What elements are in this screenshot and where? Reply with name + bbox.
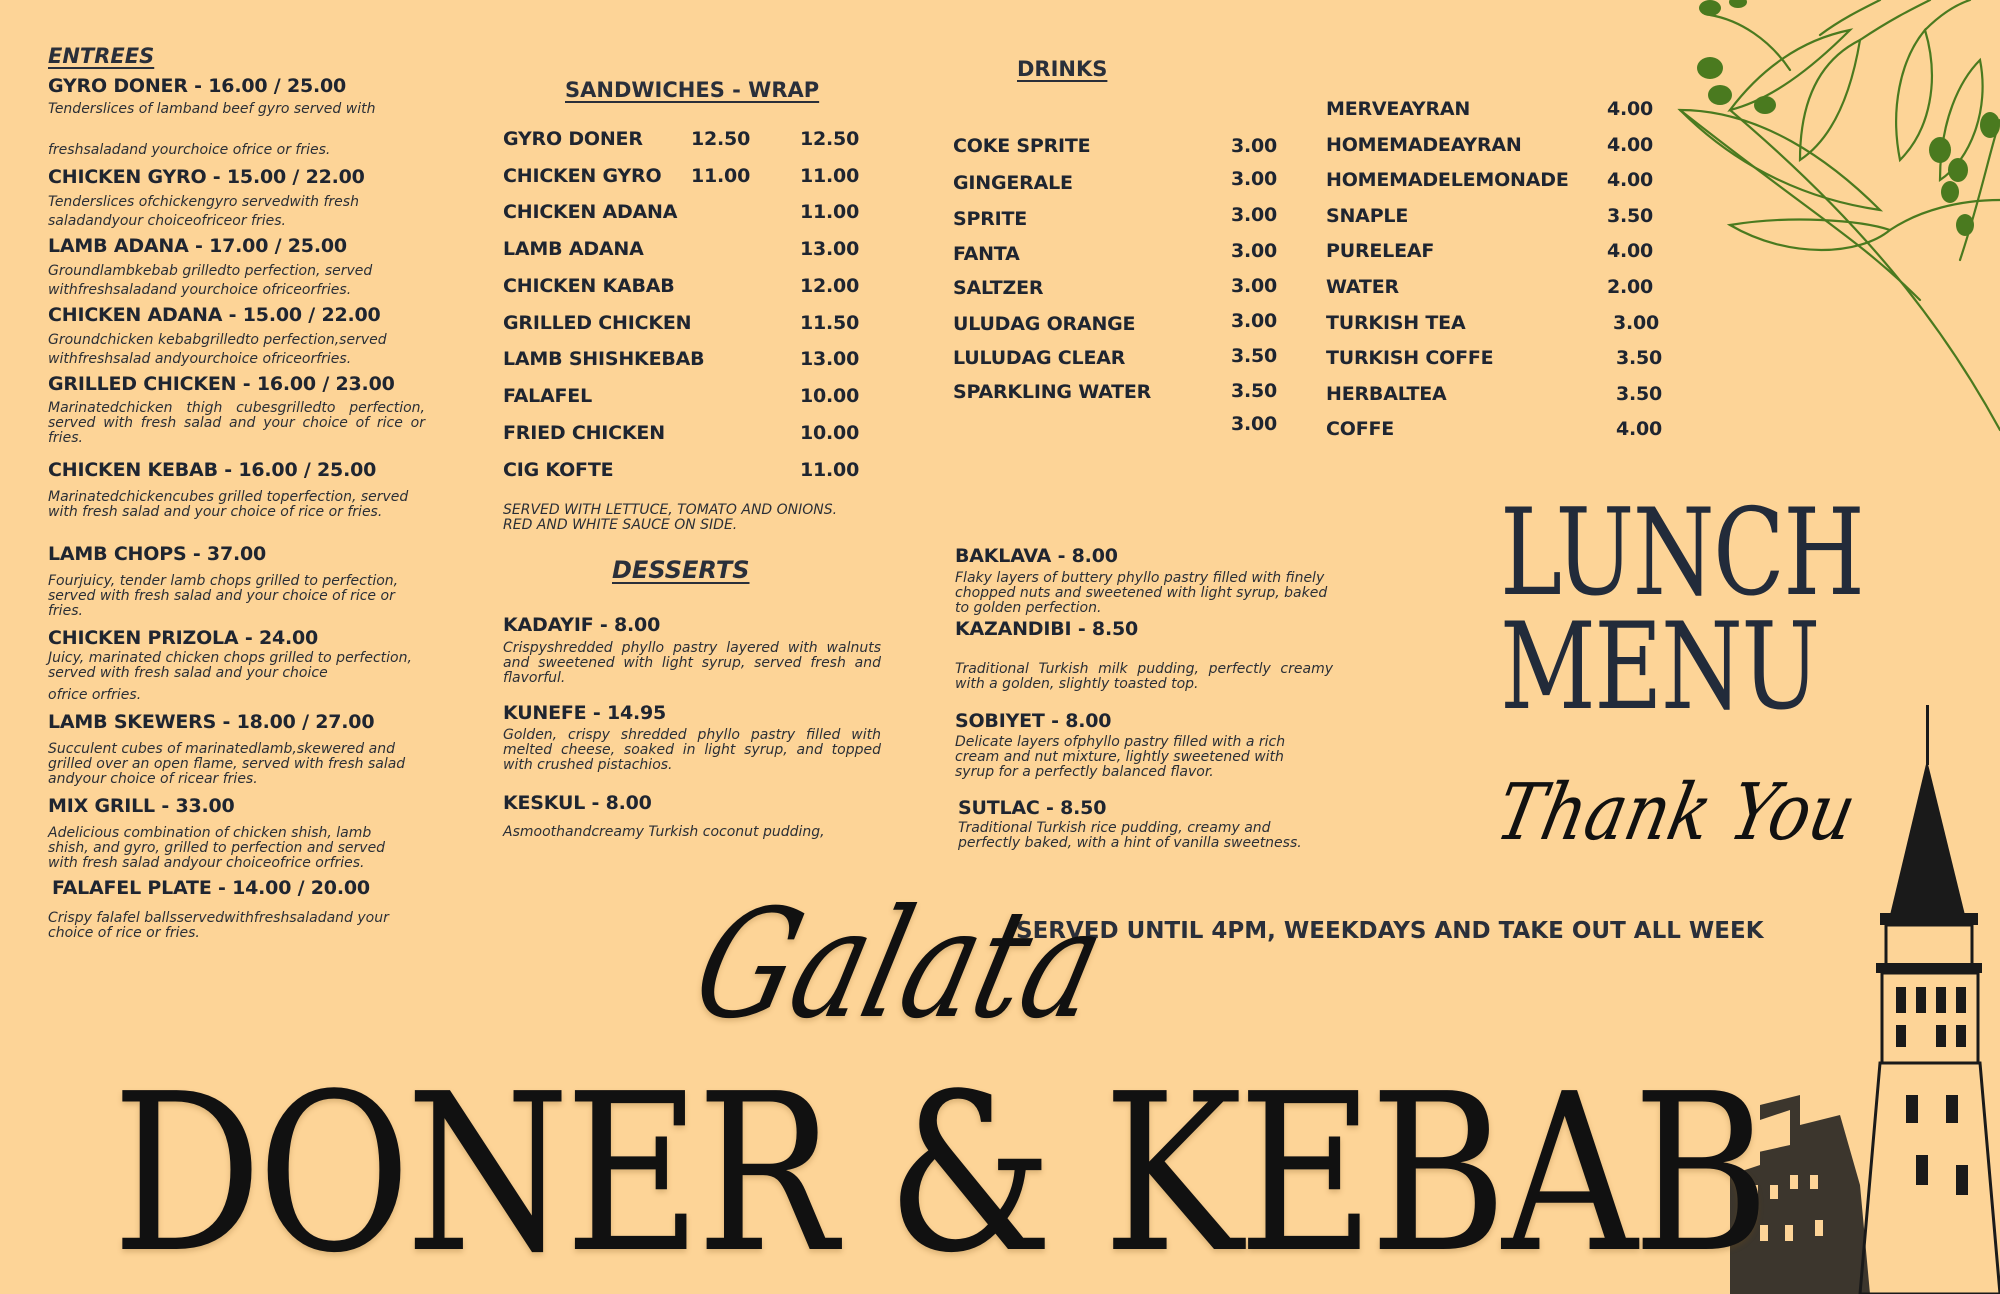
sandwich-name: CHICKEN ADANA	[503, 201, 678, 223]
drink-name: SNAPLE	[1326, 205, 1409, 227]
sandwich-name: GRILLED CHICKEN	[503, 312, 692, 334]
sandwich-price: 10.00	[800, 422, 860, 444]
entrees-heading: ENTREES	[48, 44, 155, 68]
drink-price: 4.00	[1607, 169, 1654, 191]
drink-price: 3.50	[1616, 383, 1663, 405]
drink-name: HERBALTEA	[1326, 383, 1447, 405]
drink-price: 3.00	[1231, 135, 1278, 157]
desserts-heading: DESSERTS	[612, 556, 750, 584]
entree-name: FALAFEL PLATE - 14.00 / 20.00	[52, 877, 370, 899]
drink-name: COFFE	[1326, 418, 1395, 440]
drink-price: 2.00	[1607, 276, 1654, 298]
drink-price: 3.50	[1607, 205, 1654, 227]
dessert-desc: Crispyshredded phyllo pastry layered with walnuts and sweetened with light syrup, served fresh and flavorful.	[503, 640, 881, 686]
entree-desc: ofrice orfries.	[48, 687, 142, 703]
dessert-name: SUTLAC - 8.50	[958, 797, 1107, 819]
entree-name: MIX GRILL - 33.00	[48, 795, 235, 817]
sandwich-price: 13.00	[800, 238, 860, 260]
entree-name: GRILLED CHICKEN - 16.00 / 23.00	[48, 373, 395, 395]
drink-name: HOMEMADELEMONADE	[1326, 169, 1569, 191]
sandwich-name: LAMB ADANA	[503, 238, 644, 260]
drink-name: WATER	[1326, 276, 1399, 298]
dessert-desc: Traditional Turkish milk pudding, perfectly creamy with a golden, slightly toasted top.	[955, 661, 1333, 692]
sandwich-name: GYRO DONER	[503, 128, 643, 150]
brand-script-galata: Galata	[679, 878, 1120, 1052]
entree-name: LAMB ADANA - 17.00 / 25.00	[48, 235, 347, 257]
entree-desc: Tenderslices of lamband beef gyro served with	[48, 101, 376, 117]
dessert-name: SOBIYET - 8.00	[955, 710, 1112, 732]
entree-desc: Fourjuicy, tender lamb chops grilled to perfection, served with fresh salad and your choice of rice or fries.	[48, 573, 399, 619]
drink-price: 3.00	[1231, 204, 1278, 226]
drink-name: GINGERALE	[953, 172, 1073, 194]
dessert-desc: Delicate layers ofphyllo pastry filled with a rich cream and nut mixture, lightly sweetened with syrup for a perfectly balanced flavor.	[955, 734, 1286, 780]
drink-name: COKE SPRITE	[953, 135, 1091, 157]
drink-name: FANTA	[953, 243, 1020, 265]
drink-name: TURKISH COFFE	[1326, 347, 1494, 369]
served-until-note: SERVED UNTIL 4PM, WEEKDAYS AND TAKE OUT ALL WEEK	[1016, 918, 1764, 944]
drink-price: 3.50	[1231, 345, 1278, 367]
entree-desc: Adelicious combination of chicken shish, lamb shish, and gyro, grilled to perfection and served with fresh salad andyour choiceofrice orfries.	[48, 825, 386, 871]
drink-price: 3.00	[1231, 275, 1278, 297]
drink-name: LULUDAG CLEAR	[953, 347, 1126, 369]
entree-desc: Tenderslices ofchickengyro servedwith fresh saladandyour choiceofriceor fries.	[48, 194, 359, 229]
sandwich-price: 12.00	[800, 275, 860, 297]
drink-price: 3.00	[1231, 310, 1278, 332]
dessert-name: KAZANDIBI - 8.50	[955, 618, 1138, 640]
galata-tower-illustration	[1730, 705, 2000, 1294]
dessert-name: KUNEFE - 14.95	[503, 702, 667, 724]
dessert-desc: Asmoothandcreamy Turkish coconut pudding,	[503, 824, 825, 840]
entree-desc: Succulent cubes of marinatedlamb,skewered and grilled over an open flame, served with fresh salad andyour choice of ricear fries.	[48, 741, 406, 787]
entree-name: CHICKEN ADANA - 15.00 / 22.00	[48, 304, 381, 326]
sandwiches-heading: SANDWICHES - WRAP	[565, 78, 820, 102]
drink-price: 4.00	[1616, 418, 1663, 440]
drink-price: 4.00	[1607, 134, 1654, 156]
entree-name: LAMB SKEWERS - 18.00 / 27.00	[48, 711, 375, 733]
dessert-name: KESKUL - 8.00	[503, 792, 652, 814]
sandwiches-note: SERVED WITH LETTUCE, TOMATO AND ONIONS. RED AND WHITE SAUCE ON SIDE.	[503, 502, 838, 533]
drink-price: 3.00	[1231, 240, 1278, 262]
entree-desc: Groundlambkebab grilledto perfection, served withfreshsaladand yourchoice ofriceorfries.	[48, 263, 373, 298]
drink-name: PURELEAF	[1326, 240, 1435, 262]
dessert-desc: Golden, crispy shredded phyllo pastry filled with melted cheese, soaked in light syrup, and topped with crushed pistachios.	[503, 727, 881, 773]
entree-desc: Marinatedchicken thigh cubesgrilledto perfection, served with fresh salad and your choice of rice or fries.	[48, 400, 425, 446]
entree-desc: Juicy, marinated chicken chops grilled to perfection, served with fresh salad and your choice	[48, 650, 412, 681]
entree-name: LAMB CHOPS - 37.00	[48, 543, 267, 565]
drink-name: SALTZER	[953, 277, 1044, 299]
sandwich-name: CHICKEN KABAB	[503, 275, 675, 297]
sandwich-price: 10.00	[800, 385, 860, 407]
dessert-name: BAKLAVA - 8.00	[955, 545, 1118, 567]
drink-price: 4.00	[1607, 240, 1654, 262]
lunch-title: LUNCH	[1500, 484, 1864, 623]
entree-name: CHICKEN GYRO - 15.00 / 22.00	[48, 166, 365, 188]
drink-price: 3.50	[1616, 347, 1663, 369]
drink-price: 3.00	[1613, 312, 1660, 334]
drink-price: 3.00	[1231, 168, 1278, 190]
dessert-desc: Flaky layers of buttery phyllo pastry filled with finely chopped nuts and sweetened with light syrup, baked to golden perfection.	[955, 570, 1328, 616]
sandwich-name: CIG KOFTE	[503, 459, 614, 481]
sandwich-price: 11.00	[800, 459, 860, 481]
brand-main-title: DONER & KEBAB	[112, 1048, 1765, 1294]
dessert-desc: Traditional Turkish rice pudding, creamy and perfectly baked, with a hint of vanilla sweetness.	[958, 820, 1302, 851]
thank-you-text: Thank You	[1488, 768, 1864, 858]
drink-name: TURKISH TEA	[1326, 312, 1466, 334]
sandwich-name: LAMB SHISHKEBAB	[503, 348, 705, 370]
drink-price: 4.00	[1607, 98, 1654, 120]
sandwich-price-small: 12.50	[691, 128, 751, 150]
sandwich-price: 11.00	[800, 165, 860, 187]
entree-name: CHICKEN KEBAB - 16.00 / 25.00	[48, 459, 377, 481]
drinks-heading: DRINKS	[1017, 57, 1108, 81]
sandwich-price: 12.50	[800, 128, 860, 150]
drink-name: ULUDAG ORANGE	[953, 313, 1136, 335]
entree-desc: freshsaladand yourchoice ofrice or fries.	[48, 142, 331, 158]
drink-name: HOMEMADEAYRAN	[1326, 134, 1522, 156]
entree-name: CHICKEN PRIZOLA - 24.00	[48, 627, 319, 649]
sandwich-name: CHICKEN GYRO	[503, 165, 662, 187]
entree-desc: Marinatedchickencubes grilled toperfection, served with fresh salad and your choice of rice or fries.	[48, 489, 409, 520]
sandwich-name: FALAFEL	[503, 385, 592, 407]
sandwich-name: FRIED CHICKEN	[503, 422, 665, 444]
menu-title: MENU	[1500, 598, 1819, 737]
drink-name: MERVEAYRAN	[1326, 98, 1471, 120]
entree-name: GYRO DONER - 16.00 / 25.00	[48, 75, 347, 97]
drink-price: 3.50	[1231, 380, 1278, 402]
drink-price: 3.00	[1231, 413, 1278, 435]
sandwich-price: 11.50	[800, 312, 860, 334]
sandwich-price: 13.00	[800, 348, 860, 370]
drink-name: SPARKLING WATER	[953, 381, 1152, 403]
sandwich-price: 11.00	[800, 201, 860, 223]
dessert-name: KADAYIF - 8.00	[503, 614, 661, 636]
entree-desc: Groundchicken kebabgrilledto perfection,served withfreshsalad andyourchoice ofriceorfries.	[48, 332, 387, 367]
sandwich-price-small: 11.00	[691, 165, 751, 187]
drink-name: SPRITE	[953, 208, 1028, 230]
entree-desc: Crispy falafel ballsservedwithfreshsaladand your choice of rice or fries.	[48, 910, 389, 941]
